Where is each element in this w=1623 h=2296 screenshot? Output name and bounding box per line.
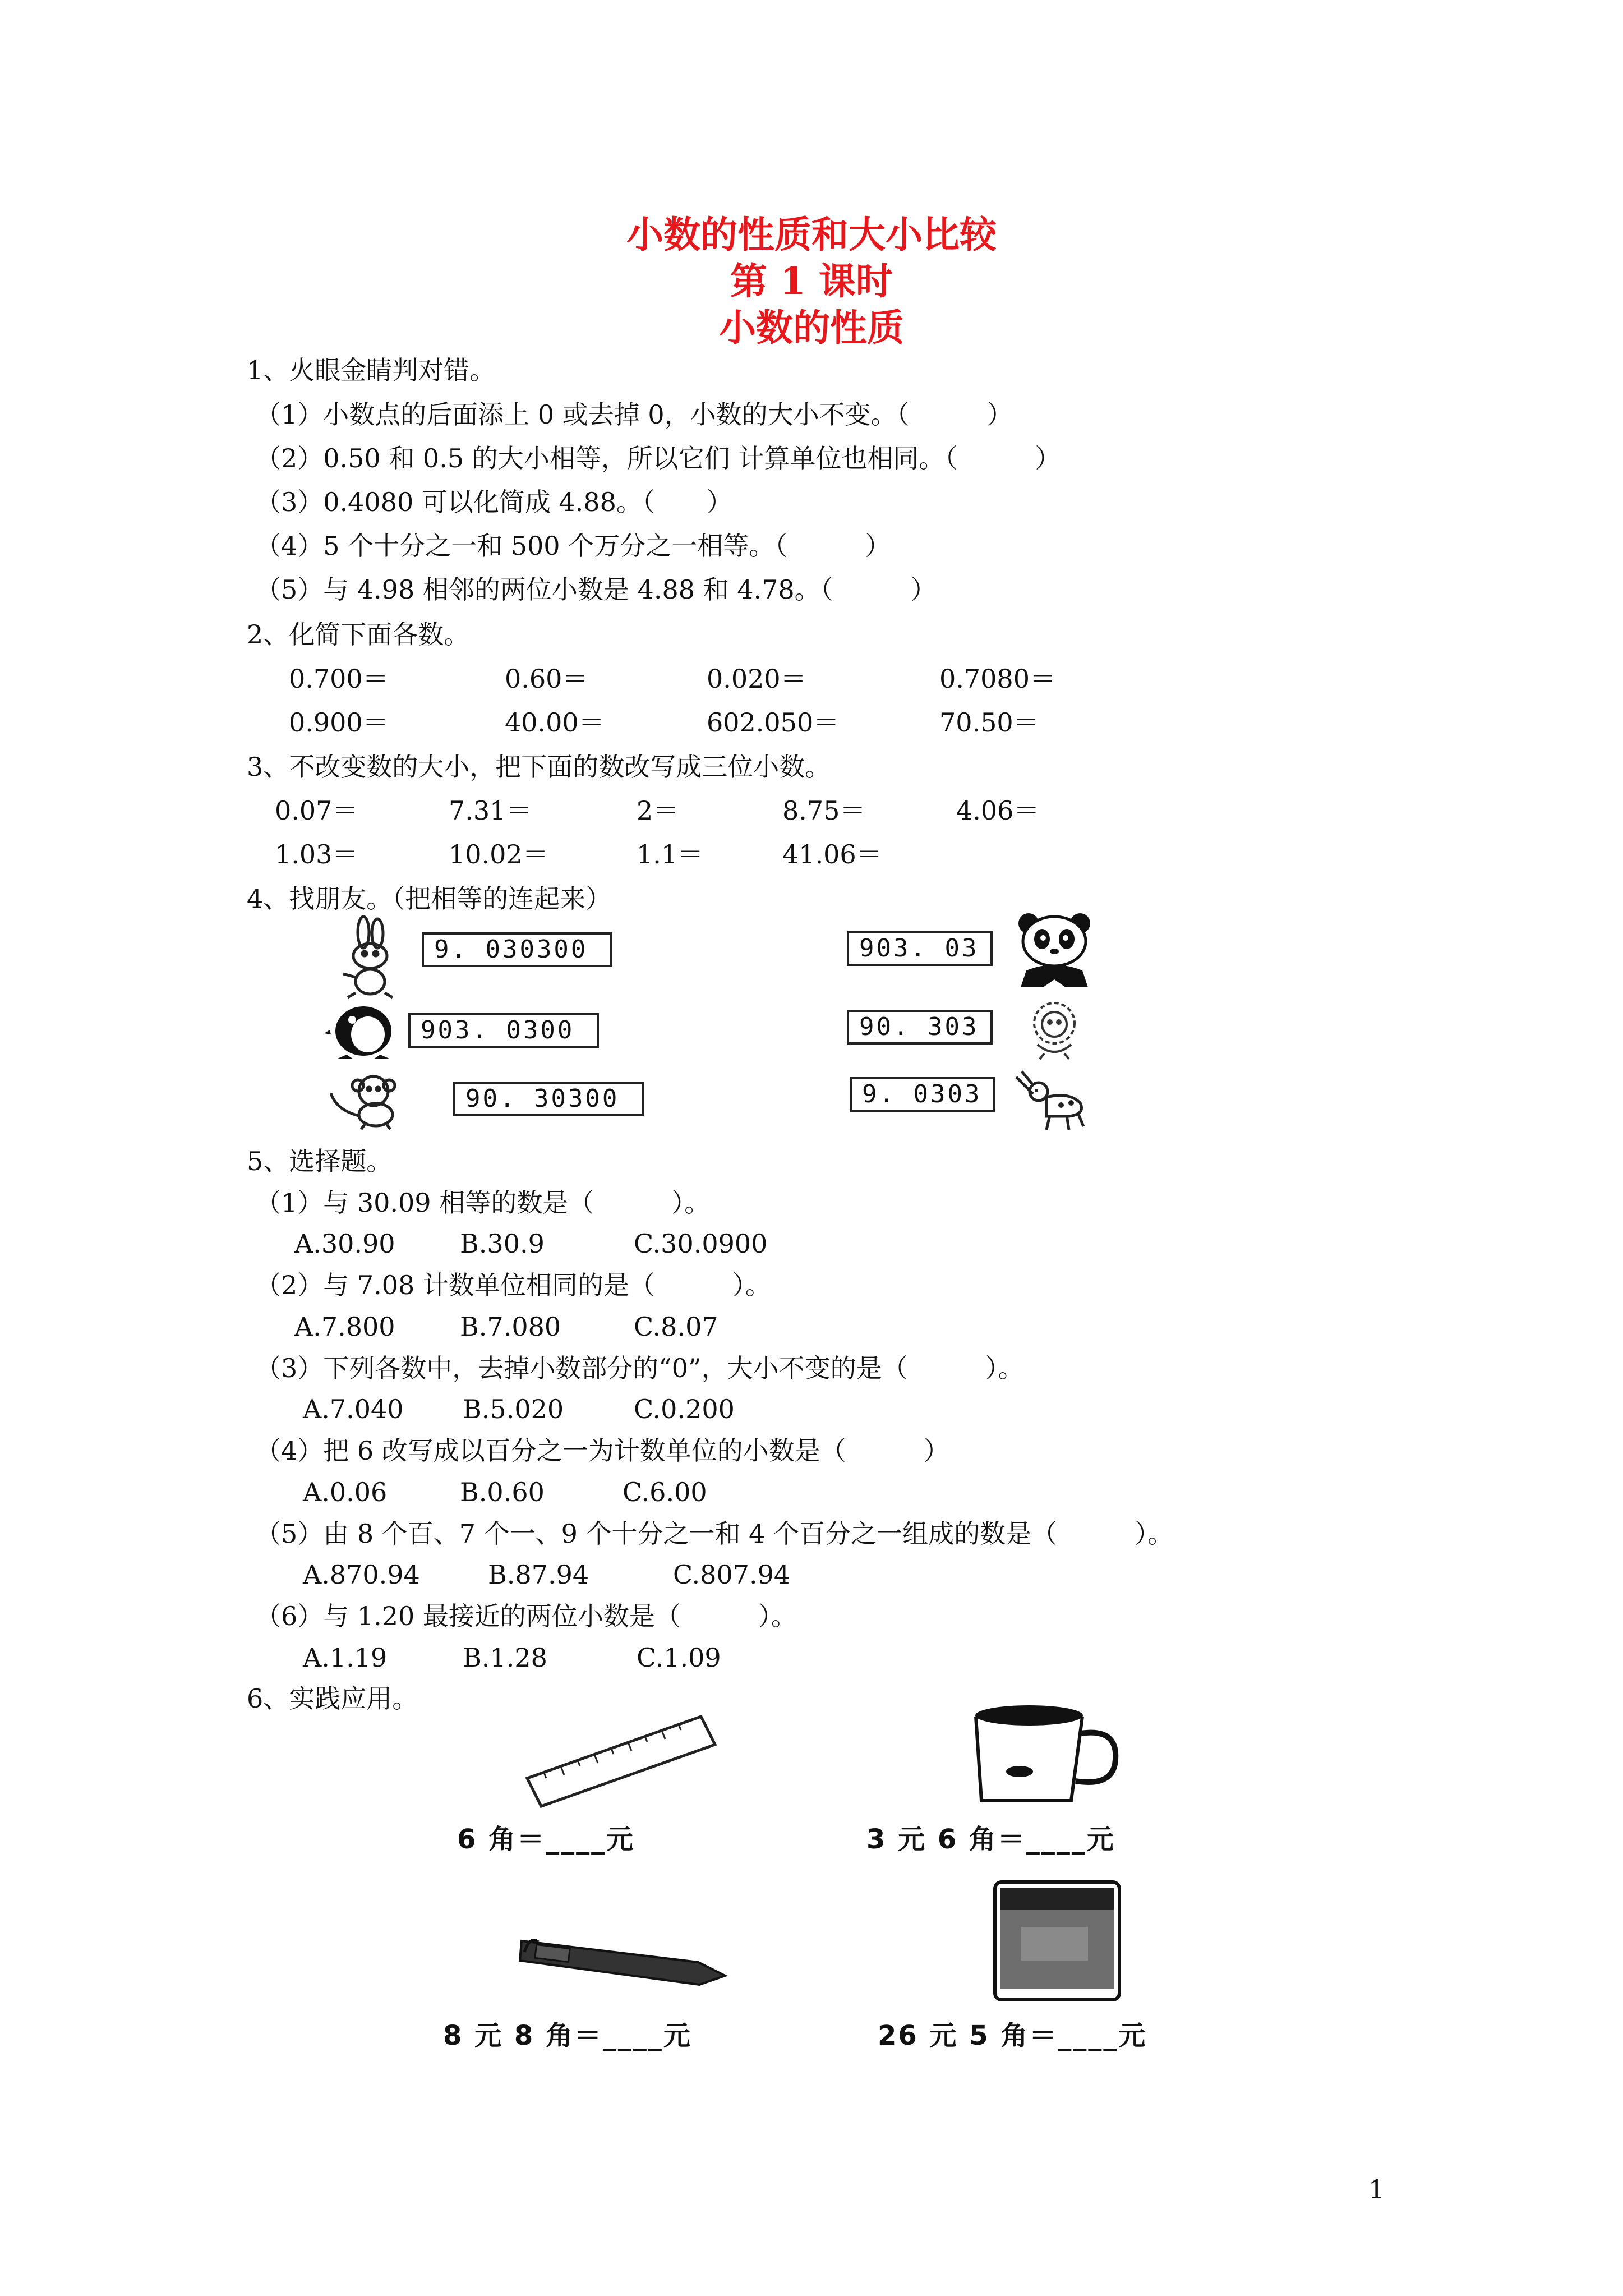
left-number-card[interactable]: 903. 0300 [408, 1013, 599, 1048]
handkerchief-icon [987, 1876, 1127, 2005]
q5-option: A.870.94 [303, 1559, 420, 1590]
cup-icon [965, 1700, 1127, 1806]
q6-answer-line: 8 元 8 角＝____元 [443, 2020, 692, 2051]
right-number-card[interactable]: 90. 303 [847, 1010, 993, 1045]
q3-cell: 7.31＝ [449, 795, 532, 826]
q3-cell: 41.06＝ [782, 839, 882, 869]
q5-option: C.1.09 [637, 1642, 721, 1673]
q2-cell: 0.900＝ [289, 707, 389, 738]
q3-cell: 2＝ [637, 795, 679, 826]
q3-heading: 3、不改变数的大小，把下面的数改写成三位小数。 [247, 752, 831, 782]
q2-cell: 40.00＝ [505, 707, 605, 738]
q6-heading: 6、实践应用。 [247, 1683, 418, 1714]
q5-option: A.30.90 [294, 1228, 395, 1259]
q5-option: B.1.28 [463, 1642, 547, 1673]
q6-answer-line: 26 元 5 角＝____元 [878, 2020, 1147, 2051]
q4-heading: 4、找朋友。（把相等的连起来） [247, 884, 612, 914]
q5-option: B.30.9 [460, 1228, 545, 1259]
pen-icon [513, 1930, 732, 1991]
q5-question: （6）与 1.20 最接近的两位小数是（ ）。 [255, 1601, 797, 1631]
q2-heading: 2、化简下面各数。 [247, 619, 470, 650]
q6-answer-line: 3 元 6 角＝____元 [866, 1824, 1115, 1855]
left-number-card[interactable]: 90. 30300 [453, 1082, 644, 1116]
q5-option: A.7.040 [303, 1394, 404, 1424]
page-number: 1 [1368, 2174, 1385, 2205]
q2-cell: 0.7080＝ [939, 664, 1055, 694]
q5-option: C.30.0900 [634, 1228, 768, 1259]
rabbit-icon [330, 915, 414, 1000]
q2-cell: 70.50＝ [939, 707, 1039, 738]
left-number-card[interactable]: 9. 030300 [422, 932, 612, 967]
q5-question: （3）下列各数中，去掉小数部分的“0”，大小不变的是（ ）。 [255, 1353, 1024, 1383]
right-number-card[interactable]: 9. 0303 [850, 1077, 995, 1112]
q5-option: B.87.94 [488, 1559, 589, 1590]
q5-option: A.0.06 [303, 1477, 388, 1507]
doc-title: 小数的性质和大小比较 [626, 213, 997, 256]
q5-option: A.7.800 [294, 1312, 395, 1342]
q5-option: C.0.200 [634, 1394, 735, 1424]
deer-icon [999, 1066, 1100, 1133]
q3-cell: 10.02＝ [449, 839, 548, 869]
q2-cell: 0.60＝ [505, 664, 588, 694]
q2-cell: 602.050＝ [707, 707, 840, 738]
q5-heading: 5、选择题。 [247, 1146, 393, 1176]
q1-heading: 1、火眼金睛判对错。 [247, 355, 496, 385]
q5-option: B.7.080 [460, 1312, 561, 1342]
q3-cell: 1.03＝ [275, 839, 358, 869]
q5-option: A.1.19 [303, 1642, 388, 1673]
q3-cell: 1.1＝ [637, 839, 704, 869]
q3-cell: 4.06＝ [956, 795, 1040, 826]
q1-item: （1）小数点的后面添上 0 或去掉 0，小数的大小不变。（ ） [255, 399, 1013, 430]
q1-item: （5）与 4.98 相邻的两位小数是 4.88 和 4.78。（ ） [255, 574, 937, 605]
q6-answer-line: 6 角＝____元 [457, 1824, 635, 1855]
q1-item: （3）0.4080 可以化简成 4.88。（ ） [255, 487, 732, 517]
lesson-number: 第 1 课时 [730, 259, 893, 303]
monkey-icon [324, 1069, 414, 1130]
q1-item: （4）5 个十分之一和 500 个万分之一相等。（ ） [255, 531, 891, 561]
q5-option: C.8.07 [634, 1312, 718, 1342]
q5-question: （4）把 6 改写成以百分之一为计数单位的小数是（ ） [255, 1435, 949, 1466]
q5-option: B.5.020 [463, 1394, 564, 1424]
q5-option: C.6.00 [623, 1477, 707, 1507]
q3-cell: 8.75＝ [782, 795, 866, 826]
q5-option: B.0.60 [460, 1477, 545, 1507]
right-number-card[interactable]: 903. 03 [847, 931, 993, 966]
q5-option: C.807.94 [673, 1559, 791, 1590]
q5-question: （2）与 7.08 计数单位相同的是（ ）。 [255, 1270, 771, 1300]
lesson-title: 小数的性质 [719, 306, 904, 349]
q1-item: （2）0.50 和 0.5 的大小相等，所以它们 计算单位也相同。（ ） [255, 443, 1061, 473]
panda-icon [1004, 909, 1105, 993]
ruler-icon [522, 1705, 718, 1806]
q2-cell: 0.700＝ [289, 664, 389, 694]
q5-question: （1）与 30.09 相等的数是（ ）。 [255, 1188, 711, 1218]
q2-cell: 0.020＝ [707, 664, 806, 694]
q3-cell: 0.07＝ [275, 795, 358, 826]
penguin-icon [324, 999, 403, 1060]
q5-question: （5）由 8 个百、7 个一、9 个十分之一和 4 个百分之一组成的数是（ ）。 [255, 1519, 1174, 1549]
lion-icon [1009, 999, 1099, 1060]
